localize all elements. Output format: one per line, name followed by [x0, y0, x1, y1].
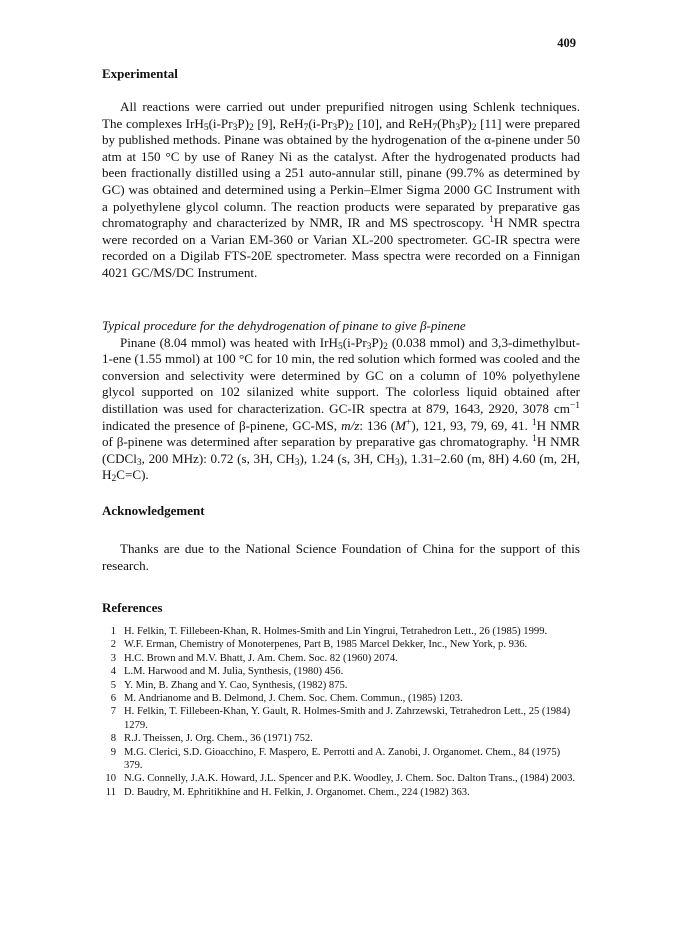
references-list — [102, 625, 580, 799]
reference-item: 1 H. Felkin, T. Fillebeen-Khan, R. Holmes-Smith and Lin Yingrui, Tetrahedron Lett., 26 (1985) 1999. — [110, 626, 548, 637]
procedure-section: Typical procedure for the dehydrogenation of pinane to give β-pinene Pinane (8.04 mmol) was heated with $IrH_5(i-Pr_3P)_2$ (0.038 mmol) and 3,3-dimethylbut-1-ene (1.55 mmol) at 100 °C for 10 min, the red solution which formed was cooled and the conversion and selectivity were determined by GC on a column of 10% polyethylene glycol supported on 102 silanized white support. The colorless liquid obtained after distillation was used for characterization. GC-IR spectra at 879, 1643, 2920, 3078 $cm^{-1}$ indicated the presence of β-pinene, GC-MS, m/z: 136 (M+), 121, 93, 79, 69, 41. $^1$H NMR of β-pinene was determined after separation by preparative gas chromatography. $^1$H NMR (CDCl$_3$, 200 MHz): 0.72 (s, 3H, $CH_3$), 1.24 (s, 3H, $CH_3$), 1.31–2.60 (m, 8H) 4.60 (m, 2H, $H_2C=C$). — [102, 318, 581, 485]
reference-item: 4 L.M. Harwood and M. Julia, Synthesis, (1980) 456. — [110, 666, 344, 678]
reference-item: 7 H. Felkin, T. Fillebeen-Khan, Y. Gault, R. Holmes-Smith and J. Zahrzewski, Tetrahedron Lett., 25 (1984) 1279. — [110, 706, 571, 731]
reference-item: 5 Y. Min, B. Zhang and Y. Cao, Synthesis, (1982) 875. — [110, 679, 348, 691]
procedure-title: Typical procedure for the dehydrogenation of pinane to give β-pinene — [102, 318, 466, 333]
reference-item: 11 D. Baudry, M. Ephritikhine and H. Felkin, J. Organomet. Chem., 224 (1982) 363. — [105, 786, 470, 798]
experimental-paragraph: All reactions were carried out under prepurified nitrogen using Schlenk techniques. The complexes $IrH_5(i-Pr_3P)_2$ [9], $ReH_7(i-Pr_3P)_2$ [10], and $ReH_7(Ph_3P)_2$ [11] were prepared by published methods. Pinane was obtained by the hydrogenation of the α-pinene under 50 atm at 150 °C by use of Raney Ni as the catalyst. After the hydrogenated products had been fractionally distilled using a 251 auto-annular still, pinane (99.7% as determined by GC) was obtained and determined using a Perkin–Elmer Sigma 2000 GC Instrument with a polyethylene glycol column. The reaction products were separated by preparative gas chromatography and characterized by NMR, IR and MS spectroscopy. $^1$H NMR spectra were recorded on a Varian EM-360 or Varian XL-200 spectrometer. GC-IR spectra were recorded on a Digilab FTS-20E spectrometer. Mass spectra were recorded on a Finnigan 4021 GC/MS/DC Instrument. — [102, 99, 580, 280]
acknowledgement-heading: Acknowledgement — [102, 503, 205, 518]
reference-item: 2 W.F. Erman, Chemistry of Monoterpenes, Part B, 1985 Marcel Dekker, Inc., New York, p. 936. — [110, 639, 528, 651]
references-heading: References — [102, 600, 163, 615]
acknowledgement-text: Thanks are due to the National Science Foundation of China for the support of this research. — [102, 541, 580, 573]
page-number: 409 — [557, 36, 576, 50]
reference-item: 6 M. Andrianome and B. Delmond, J. Chem. Soc. Chem. Commun., (1985) 1203. — [110, 693, 463, 705]
reference-item: 8 R.J. Theissen, J. Org. Chem., 36 (1971) 752. — [110, 733, 313, 745]
experimental-heading: Experimental — [102, 66, 178, 81]
reference-item: 3 H.C. Brown and M.V. Bhatt, J. Am. Chem. Soc. 82 (1960) 2074. — [110, 652, 398, 664]
reference-item: 10 N.G. Connelly, J.A.K. Howard, J.L. Spencer and P.K. Woodley, J. Chem. Soc. Dalton Trans., (1984) 2003. — [105, 773, 576, 785]
reference-item: 9 M.G. Clerici, S.D. Gioacchino, F. Maspero, E. Perrotti and A. Zanobi, J. Organomet. Chem., 84 (1975) 379. — [110, 746, 561, 772]
